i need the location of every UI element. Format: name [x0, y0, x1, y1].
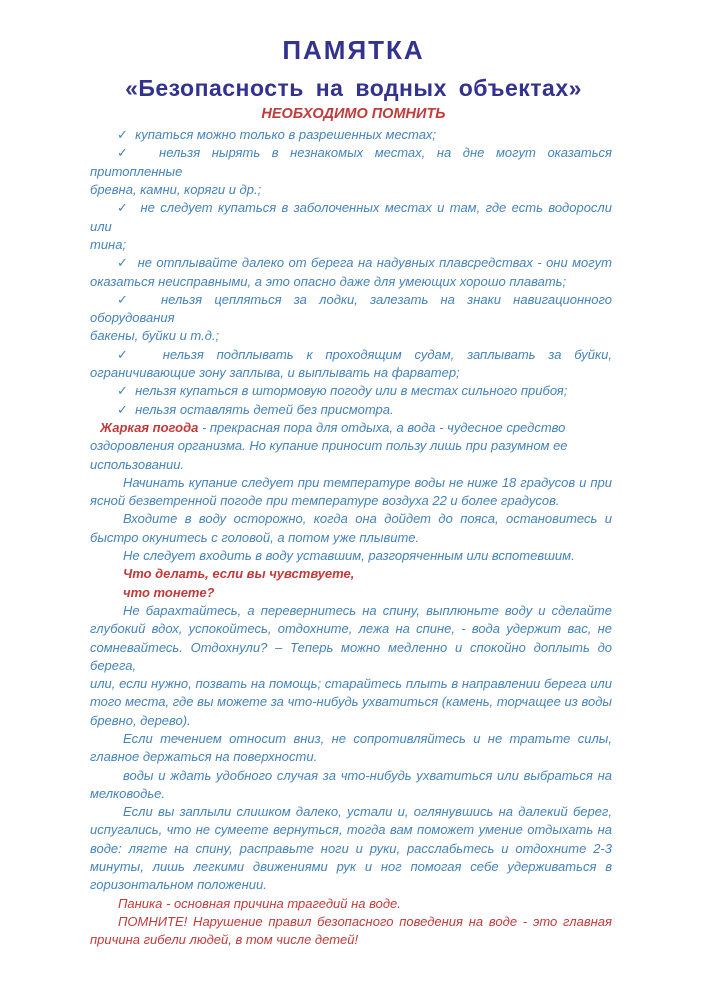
- text-line: быстро окунитесь с головой, а потом уже плывите.: [90, 529, 420, 545]
- checklist-item: [90, 382, 612, 400]
- body-paragraph: [90, 419, 612, 474]
- warning-line: [90, 584, 612, 602]
- checkmark-icon: ✓: [117, 255, 129, 271]
- page-title: ПАМЯТКА: [282, 35, 425, 65]
- text-line: ✓ нельзя цепляться за лодки, залезать на знаки навигационного оборудования: [90, 291, 613, 326]
- text-line: ✓ нельзя оставлять детей без присмотра.: [117, 401, 394, 417]
- text-line: оказаться неисправными, а это опасно даже для умеющих хорошо плавать;: [90, 273, 567, 289]
- text-line: ✓ нельзя купаться в штормовую погоду или в местах сильного прибоя;: [117, 383, 568, 399]
- text-line: ✓ купаться можно только в разрешенных местах;: [117, 127, 437, 143]
- text-line: использовании.: [90, 456, 185, 472]
- text-line: воды и ждать удобного случая за что-нибудь ухватиться или выбраться на: [123, 767, 612, 783]
- checklist-item: [90, 291, 612, 346]
- text-line: Не барахтайтесь, а перевернитесь на спину, выплюньте воду и сделайте: [123, 602, 612, 618]
- text-line: Что делать, если вы чувствуете,: [123, 566, 355, 582]
- body-paragraph: [90, 547, 612, 565]
- checkmark-icon: ✓: [117, 346, 138, 362]
- document-body: [0, 122, 707, 949]
- body-paragraph: [90, 474, 612, 511]
- checkmark-icon: ✓: [117, 145, 136, 161]
- checklist-item: [90, 346, 612, 383]
- checklist-item: [90, 144, 612, 199]
- text-line: горизонтальном положении.: [90, 877, 267, 893]
- body-paragraph: [90, 730, 612, 767]
- text-line: воде: лягте на спину, расправьте ноги и руки, расслабьтесь и отдохните 2-3: [90, 840, 612, 856]
- checkmark-icon: ✓: [117, 127, 128, 143]
- text-line: бакены, буйки и т.д.;: [90, 328, 220, 344]
- body-paragraph: [90, 510, 612, 547]
- text-line: Не следует входить в воду уставшим, разгоряченным или вспотевшим.: [123, 548, 575, 564]
- text-line: ✓ нельзя подплывать к проходящим судам, заплывать за буйки,: [117, 346, 612, 362]
- checklist-item: [90, 199, 612, 254]
- checklist-item: [90, 254, 612, 291]
- text-line: бревно, дерево).: [90, 712, 191, 728]
- checkmark-icon: ✓: [117, 383, 128, 399]
- text-line: бревна, камни, коряги и др.;: [90, 182, 262, 198]
- body-paragraph: [90, 767, 612, 804]
- text-line: ограничивающие зону заплыва, и выплывать на фарватер;: [90, 365, 460, 381]
- text-line: тина;: [90, 236, 127, 252]
- text-line: или, если нужно, позвать на помощь; старайтесь плыть в направлении берега или: [90, 676, 612, 692]
- warning-line: [90, 565, 612, 583]
- checklist-item: [90, 401, 612, 419]
- text-line: причина гибели людей, в том числе детей!: [90, 932, 359, 948]
- paragraph-lead: Жаркая погода: [100, 419, 199, 435]
- text-line: сомневайтесь. Отдохнули? – Теперь можно медленно и спокойно доплыть до берега,: [90, 639, 612, 673]
- text-line: Если вы заплыли слишком далеко, устали и, оглянувшись на далекий берег,: [123, 804, 612, 820]
- text-line: ✓ нельзя нырять в незнакомых местах, на дне могут оказаться притопленные: [90, 145, 612, 179]
- page-subtitle: «Безопасность на водных объектах»: [125, 74, 582, 101]
- text-line: главное держаться на поверхности.: [90, 749, 318, 765]
- text-line: испугались, что не сумеете вернуться, тогда вам поможет умение отдыхать на: [90, 822, 612, 838]
- text-line: ясной безветренной погоде при температуре воздуха 22 и более градусов.: [90, 493, 560, 509]
- text-line: что тонете?: [123, 584, 215, 600]
- text-line: глубокий вдох, успокойтесь, отдохните, лежа на спине, - вода удержит вас, не: [90, 621, 612, 637]
- section-heading: НЕОБХОДИМО ПОМНИТЬ: [261, 106, 446, 123]
- text-line: ПОМНИТЕ! Нарушение правил безопасного поведения на воде - это главная: [118, 913, 612, 929]
- text-line: Начинать купание следует при температуре воды не ниже 18 градусов и при: [123, 474, 612, 490]
- text-line: Входите в воду осторожно, когда она дойдет до пояса, остановитесь и: [123, 511, 612, 527]
- text-line: минуты, лишь легкими движениями рук и ног помогая себе удерживаться в: [90, 859, 612, 875]
- checkmark-icon: ✓: [117, 401, 128, 417]
- text-line: Жаркая погода - прекрасная пора для отдыха, а вода - чудесное средство: [100, 419, 566, 435]
- text-line: Паника - основная причина трагедий на воде.: [118, 895, 401, 911]
- checkmark-icon: ✓: [117, 200, 130, 216]
- checkmark-icon: ✓: [117, 291, 137, 307]
- body-paragraph: [90, 803, 612, 894]
- text-line: ✓ не отплывайте далеко от берега на надувных плавсредствах - они могут: [117, 255, 612, 271]
- checklist-item: [90, 126, 612, 144]
- text-line: Если течением относит вниз, не сопротивляйтесь и не тратьте силы,: [123, 730, 612, 746]
- text-line: оздоровления организма. Но купание приносит пользу лишь при разумном ее: [90, 438, 568, 454]
- text-line: ✓ не следует купаться в заболоченных местах и там, где есть водоросли или: [90, 200, 612, 234]
- warning-line: [90, 913, 612, 950]
- body-paragraph: [90, 602, 612, 730]
- warning-line: [90, 895, 612, 913]
- text-line: мелководье.: [90, 785, 166, 801]
- text-line: того места, где вы можете за что-нибудь ухватиться (камень, торчащее из воды: [90, 694, 612, 710]
